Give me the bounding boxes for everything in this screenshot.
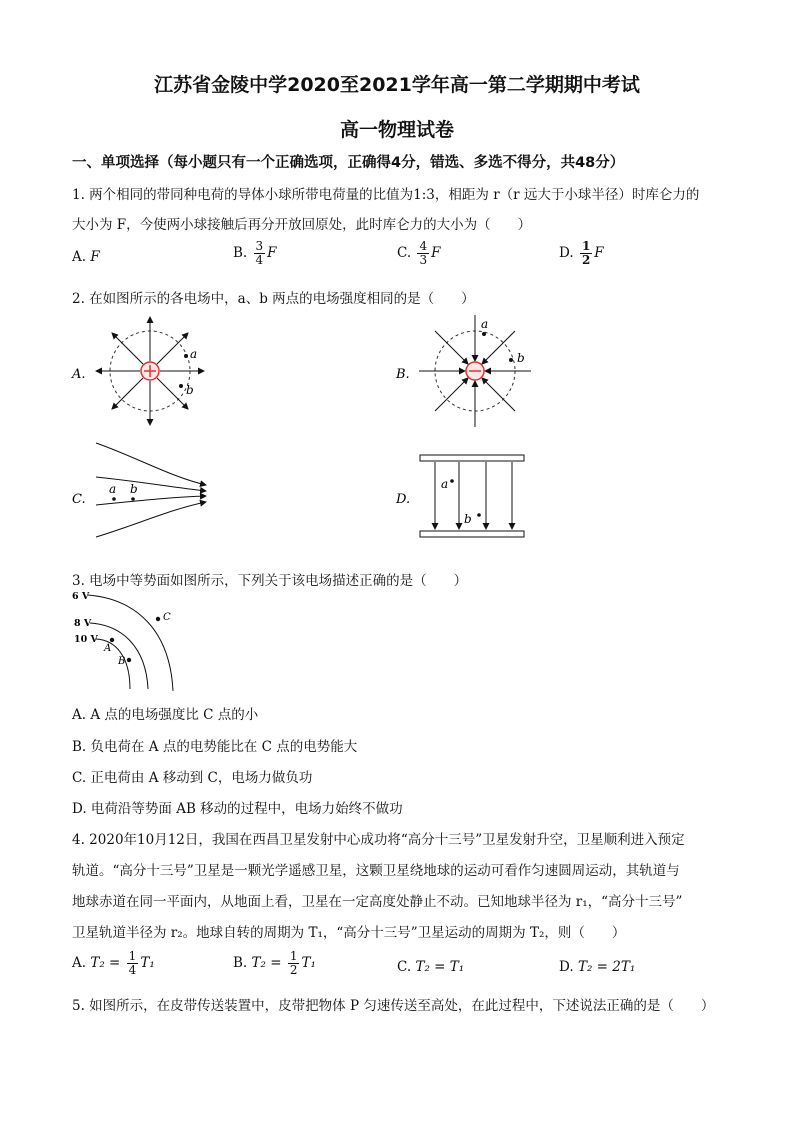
point-a-label: a	[190, 347, 198, 361]
option-label: C.	[397, 245, 412, 261]
label-6v: 6 V	[72, 591, 90, 602]
point-b	[127, 658, 131, 662]
q4-option-b	[233, 950, 316, 977]
point-a-label: a	[481, 317, 489, 331]
point-b-label: b	[517, 351, 525, 365]
figure-d	[395, 455, 524, 537]
label-10v: 10 V	[74, 634, 98, 645]
q4-line1: 4. 2020年10月12日，我国在西昌卫星发射中心成功将“高分十三号”卫星发射升空，卫星顺利进入预定	[72, 832, 685, 848]
point-a-label: A	[104, 643, 112, 654]
point-b	[509, 358, 513, 362]
field-line	[435, 378, 468, 411]
option-lhs: T₂ =	[90, 955, 121, 971]
fig-b-label: B.	[396, 367, 410, 382]
point-b	[477, 513, 481, 517]
q4-option-c	[397, 959, 464, 975]
top-plate	[420, 455, 524, 461]
point-a-label: a	[441, 477, 449, 491]
option-label: B.	[233, 955, 248, 971]
q4-line2: 轨道。“高分十三号”卫星是一颗光学遥感卫星，这颗卫星绕地球的运动可看作匀速圆周运动，其轨道与	[72, 863, 680, 879]
q3-option-a: A. A 点的电场强度比 C 点的小	[72, 707, 259, 723]
q5-stem: 5. 如图所示，在皮带传送装置中，皮带把物体 P 匀速传送至高处，在此过程中，下述说法正确的是（ ）	[72, 998, 715, 1014]
exam-title: 江苏省金陵中学2020至2021学年高一第二学期期中考试	[154, 74, 640, 96]
figure-c	[72, 443, 206, 537]
fraction: $\frac{1}{4}$	[128, 949, 137, 977]
q4-option-d	[559, 959, 635, 975]
option-unit: F	[267, 245, 277, 261]
fraction: $\frac{4}{3}$	[419, 239, 428, 267]
fig-c-label: C.	[72, 492, 86, 507]
q4-line3: 地球赤道在同一平面内，从地面上看，卫星在一定高度处静止不动。已知地球半径为 r₁，“高分十三号”	[72, 894, 683, 910]
q3-option-b: B. 负电荷在 A 点的电势能比在 C 点的电势能大	[72, 739, 358, 755]
q3-option-c: C. 正电荷由 A 移动到 C，电场力做负功	[72, 770, 313, 786]
bottom-plate	[420, 531, 524, 537]
q1-line1: 1. 两个相同的带同种电荷的导体小球所带电荷量的比值为1:3，相距为 r（r 远大于小球半径）时库仑力的	[72, 187, 700, 203]
fig-a-label: A.	[72, 367, 86, 382]
option-unit: F	[431, 245, 441, 261]
option-label: A.	[72, 955, 87, 971]
point-c	[156, 617, 160, 621]
option-label: C.	[397, 959, 412, 975]
section-heading: 一、单项选择（每小题只有一个正确选项，正确得4分，错选、多选不得分，共48分）	[72, 155, 625, 171]
option-rhs: T₁	[301, 955, 316, 971]
point-b-label: b	[186, 383, 194, 397]
option-text: T₂ = 2T₁	[577, 959, 636, 975]
field-line	[157, 378, 188, 409]
label-8v: 8 V	[74, 618, 92, 629]
q1-option-c	[397, 240, 440, 267]
option-text: F	[90, 249, 100, 265]
q4-line4: 卫星轨道半径为 r₂。地球自转的周期为 T₁，“高分十三号”卫星运动的周期为 T₂，则（ ）	[72, 925, 626, 941]
option-unit: F	[594, 245, 604, 261]
q3-stem: 3. 电场中等势面如图所示，下列关于该电场描述正确的是（ ）	[72, 573, 468, 589]
point-c-label: C	[163, 612, 171, 623]
point-b-label: b	[464, 512, 472, 526]
option-label: A.	[72, 249, 87, 265]
point-a	[482, 332, 486, 336]
q2-figures	[66, 305, 746, 555]
fig-d-label: D.	[396, 492, 411, 507]
q1-line2: 大小为 F，今使两小球接触后再分开放回原处，此时库仑力的大小为（ ）	[72, 217, 532, 233]
field-line	[435, 331, 468, 364]
q3-option-d: D. 电荷沿等势面 AB 移动的过程中，电场力始终不做功	[72, 801, 403, 817]
fraction: $\frac{1}{2}$	[289, 949, 298, 977]
option-text: T₂ = T₁	[415, 959, 465, 975]
q3-figure	[66, 585, 206, 695]
field-line	[482, 378, 515, 411]
figure-b	[395, 315, 531, 427]
option-rhs: T₁	[140, 955, 155, 971]
fraction: $\frac{1}{2}$	[581, 239, 591, 267]
point-a-label: a	[109, 482, 117, 496]
point-b	[179, 384, 183, 388]
equipotential-6v	[88, 595, 173, 691]
point-a	[112, 497, 116, 501]
fraction: $\frac{3}{4}$	[255, 239, 264, 267]
q1-option-a	[72, 249, 100, 265]
figure-a	[71, 317, 204, 425]
option-label: D.	[559, 959, 574, 975]
field-line	[96, 502, 206, 537]
point-b	[131, 497, 135, 501]
q4-option-a	[72, 950, 155, 977]
field-line	[96, 496, 206, 505]
option-label: D.	[559, 245, 574, 261]
point-b-label: B	[118, 656, 126, 667]
q1-option-b	[233, 240, 277, 267]
point-a	[450, 479, 454, 483]
point-b-label: b	[130, 482, 138, 496]
q2-stem: 2. 在如图所示的各电场中，a、b 两点的电场强度相同的是（ ）	[72, 291, 475, 307]
q1-option-d	[559, 240, 604, 267]
point-a	[110, 638, 114, 642]
exam-subtitle: 高一物理试卷	[339, 119, 454, 141]
point-a	[184, 354, 188, 358]
option-lhs: T₂ =	[251, 955, 282, 971]
option-label: B.	[233, 245, 248, 261]
